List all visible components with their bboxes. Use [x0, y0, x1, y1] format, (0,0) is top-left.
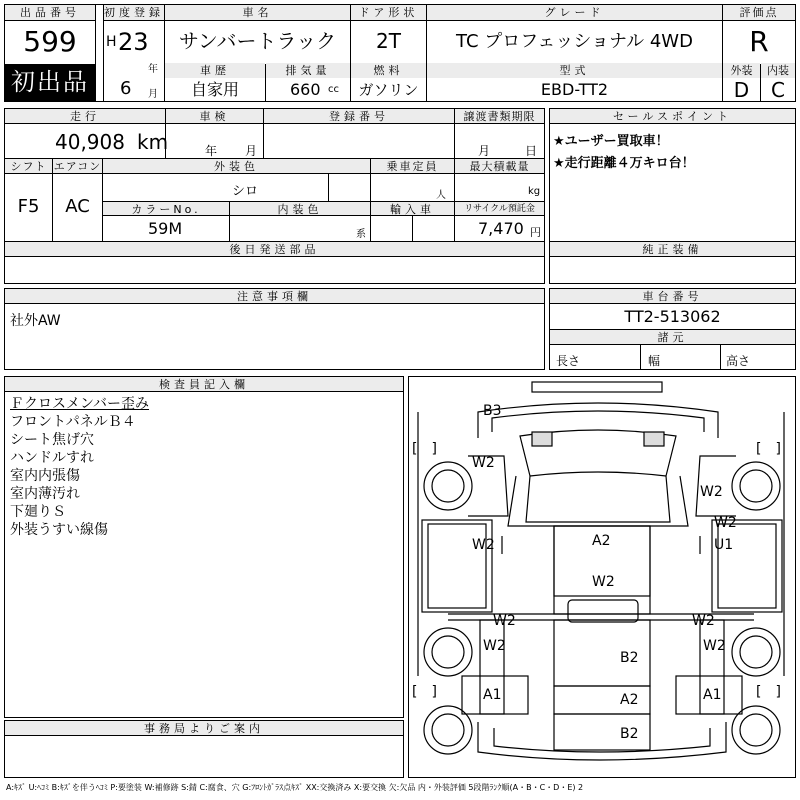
- inspection-label: 車検: [166, 109, 263, 124]
- door-type: 2T: [376, 29, 401, 53]
- damage-mark: [ ]: [412, 684, 437, 700]
- grade-label: グレード: [427, 5, 722, 21]
- interior-color-label: 内装色: [230, 202, 370, 216]
- mileage-label: 走行: [5, 109, 165, 124]
- exterior-grade: D: [733, 78, 750, 102]
- displacement-label: 排気量: [266, 63, 350, 78]
- damage-mark: A1: [483, 687, 502, 703]
- import-label: 輸入車: [371, 202, 454, 216]
- exterior-color-label: 外装色: [103, 159, 370, 174]
- fuel: ガソリン: [358, 81, 419, 99]
- capacity-unit: 人: [436, 190, 446, 201]
- reg-year: 23: [118, 28, 149, 56]
- left-door: [422, 520, 492, 612]
- damage-mark: W2: [592, 574, 615, 590]
- roof-panel: [532, 382, 662, 392]
- damage-mark: W2: [692, 613, 715, 629]
- max-load-unit: kg: [528, 186, 541, 197]
- inspector-line: ハンドルすれ: [10, 450, 94, 466]
- front-right-wheel: [732, 462, 780, 510]
- inspection-year-unit: 年: [205, 144, 218, 158]
- recycle-unit: 円: [530, 226, 541, 239]
- cab-front: [508, 476, 688, 526]
- inspector-line: 外装うすい線傷: [10, 522, 108, 538]
- lot-label: 出品番号: [5, 5, 95, 21]
- color-no-label: カラーNo.: [103, 202, 229, 216]
- color-no: 59M: [148, 219, 183, 238]
- damage-mark: W2: [703, 638, 726, 654]
- rear-window: [568, 600, 638, 622]
- inspector-line: 室内内張傷: [10, 468, 80, 484]
- inspection-month-unit: 月: [245, 144, 258, 158]
- later-parts-label: 後日発送部品: [5, 242, 544, 257]
- damage-mark: B3: [483, 403, 502, 419]
- exterior-color: シロ: [232, 184, 259, 199]
- chassis-label: 車台番号: [550, 289, 795, 304]
- model-label: 型式: [427, 63, 722, 78]
- damage-mark: W2: [714, 515, 737, 531]
- interior-color-unit: 系: [356, 229, 366, 240]
- capacity-label: 乗車定員: [371, 159, 454, 174]
- sales-point-2: ★走行距離４万キロ台！: [553, 156, 695, 171]
- ac-label: エアコン: [53, 160, 102, 173]
- office-label: 事務局よりご案内: [5, 721, 403, 736]
- transfer-month-unit: 月: [478, 144, 491, 158]
- car-name-label: 車名: [165, 5, 350, 21]
- front-bumper: [478, 403, 718, 438]
- rear-left-wheel: [424, 628, 472, 676]
- displacement-unit: cc: [328, 84, 339, 95]
- history: 自家用: [190, 80, 239, 99]
- damage-mark: W2: [483, 638, 506, 654]
- transfer-day-unit: 日: [525, 144, 538, 158]
- sales-points-label: セールスポイント: [550, 109, 795, 124]
- lot-number: 599: [23, 25, 77, 58]
- damage-mark: [ ]: [756, 684, 781, 700]
- right-door: [712, 520, 782, 612]
- door-label: ドア形状: [351, 5, 426, 21]
- grade: TC プロフェッショナル 4WD: [456, 31, 693, 52]
- damage-mark: U1: [714, 537, 734, 553]
- sales-point-1: ★ユーザー買取車！: [553, 134, 669, 149]
- recycle-label: リサイクル預託金: [455, 202, 544, 216]
- plate-label: 登録番号: [264, 109, 454, 124]
- shift: F5: [17, 196, 40, 217]
- damage-mark: [ ]: [756, 441, 781, 457]
- length-label: 長さ: [556, 354, 581, 368]
- damage-mark: W2: [472, 537, 495, 553]
- damage-mark: B2: [620, 726, 639, 742]
- damage-mark: [ ]: [412, 441, 437, 457]
- inspector-label: 検査員記入欄: [5, 377, 403, 392]
- height-label: 高さ: [726, 354, 751, 368]
- width-label: 幅: [648, 354, 661, 368]
- shift-label: シフト: [5, 159, 52, 174]
- damage-mark: A1: [703, 687, 722, 703]
- notes-label: 注意事項欄: [5, 289, 544, 304]
- legend: A:ｷｽﾞ U:ﾍｺﾐ B:ｷｽﾞを伴うﾍｺﾐ P:要塗装 W:補修跡 S:錆 C:腐食、穴 G:ﾌﾛﾝﾄｶﾞﾗｽ点ｷｽﾞ XX:交換済み X:要交換 欠:欠品 内・外装評価 5段階ﾗﾝｸ順(A・B・C・D・E) 2: [6, 783, 584, 792]
- max-load-label: 最大積載量: [455, 159, 544, 174]
- mileage: 40,908: [55, 130, 125, 154]
- transfer-label: 譲渡書類期限: [455, 109, 544, 124]
- rear-bumper: [478, 722, 726, 760]
- damage-mark: A2: [620, 692, 639, 708]
- model: EBD-TT2: [540, 80, 609, 99]
- damage-mark: W2: [700, 484, 723, 500]
- month-unit: 月: [148, 89, 158, 100]
- inspector-line: Ｆクロスメンバー歪み: [10, 396, 150, 412]
- damage-mark: W2: [493, 613, 516, 629]
- front-left-wheel: [424, 462, 472, 510]
- exterior-grade-label: 外装: [723, 63, 760, 78]
- year-unit: 年: [148, 64, 158, 75]
- recycle-fee: 7,470: [478, 219, 524, 238]
- inspector-lines: [10, 395, 149, 539]
- reg-label: 初度登録: [104, 6, 164, 19]
- fuel-label: 燃料: [351, 63, 426, 78]
- damage-mark: W2: [472, 455, 495, 471]
- notes-text: 社外AW: [10, 313, 61, 329]
- inspector-line: シート焦げ穴: [10, 432, 94, 448]
- first-listing-badge: 初出品: [5, 64, 95, 101]
- ac: AC: [65, 196, 90, 217]
- dims-label: 諸元: [550, 330, 795, 345]
- genuine-equipment-label: 純正装備: [550, 242, 795, 257]
- chassis-number: TT2-513062: [624, 307, 721, 326]
- mileage-unit: km: [137, 130, 169, 154]
- rear-right-wheel: [732, 628, 780, 676]
- damage-mark: A2: [592, 533, 611, 549]
- inspector-line: フロントパネルＢ４: [10, 414, 136, 430]
- inspector-line: 下廻りＳ: [10, 504, 66, 520]
- damage-mark: B2: [620, 650, 639, 666]
- displacement: 660: [290, 80, 321, 99]
- interior-grade: C: [771, 78, 785, 102]
- car-name: サンバートラック: [178, 29, 337, 53]
- score-label: 評価点: [723, 5, 795, 21]
- history-label: 車歴: [165, 63, 265, 78]
- reg-era: H: [106, 34, 117, 50]
- interior-grade-label: 内装: [761, 63, 795, 78]
- score: R: [749, 25, 769, 58]
- inspector-line: 室内薄汚れ: [10, 486, 80, 502]
- reg-month: 6: [120, 78, 132, 99]
